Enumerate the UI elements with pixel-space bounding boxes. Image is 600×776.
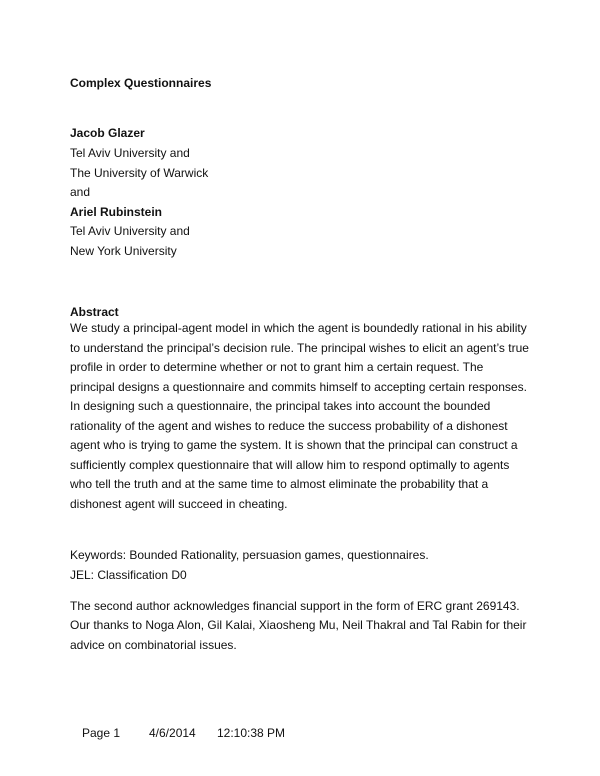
acknowledgement-line: The second author acknowledges financial support in the form of ERC grant 269143. xyxy=(70,599,520,613)
abstract-line: principal designs a questionnaire and commits himself to accepting certain responses. xyxy=(70,379,527,394)
abstract-line: profile in order to determine whether or not to grant him a certain request. The xyxy=(70,360,484,374)
author-name-2: Ariel Rubinstein xyxy=(70,205,163,219)
abstract-body xyxy=(70,319,540,514)
author-name-1: Jacob Glazer xyxy=(70,126,145,140)
abstract-line: agent who is trying to game the system. It is shown that the principal can construct a xyxy=(70,438,518,452)
acknowledgement-line: advice on combinatorial issues. xyxy=(70,638,237,652)
author-joiner: and xyxy=(70,185,91,199)
abstract-line: rationality of the agent and wishes to reduce the success probability of a dishonest xyxy=(70,418,508,433)
keywords: Keywords: Bounded Rationality, persuasion games, questionnaires. xyxy=(70,548,429,562)
abstract-line: sufficiently complex questionnaire that will allow him to respond optimally to agents xyxy=(70,457,510,472)
author-affiliation-1a: Tel Aviv University and xyxy=(70,146,190,160)
author-affiliation-1b: The University of Warwick xyxy=(70,166,209,180)
abstract-line: In designing such a questionnaire, the principal takes into account the bounded xyxy=(70,399,491,413)
abstract-line: who tell the truth and at the same time to almost eliminate the probability that a xyxy=(70,477,489,491)
abstract-line: dishonest agent will succeed in cheating. xyxy=(70,496,288,511)
acknowledgement-line: Our thanks to Noga Alon, Gil Kalai, Xiaosheng Mu, Neil Thakral and Tal Rabin for their xyxy=(70,618,527,632)
abstract-line: We study a principal-agent model in which the agent is boundedly rational in his ability xyxy=(70,321,527,335)
footer-page-number: Page 1 xyxy=(82,726,121,740)
author-affiliation-2a: Tel Aviv University and xyxy=(70,224,190,238)
jel-classification: JEL: Classification D0 xyxy=(70,568,187,582)
paper-title: Complex Questionnaires xyxy=(70,76,212,90)
author-affiliation-2b: New York University xyxy=(70,244,177,258)
footer-time: 12:10:38 PM xyxy=(217,726,286,740)
footer-date: 4/6/2014 xyxy=(149,726,196,740)
abstract-heading: Abstract xyxy=(70,305,119,319)
abstract-line: to understand the principal’s decision rule. The principal wishes to elicit an agent’s true xyxy=(70,340,529,355)
